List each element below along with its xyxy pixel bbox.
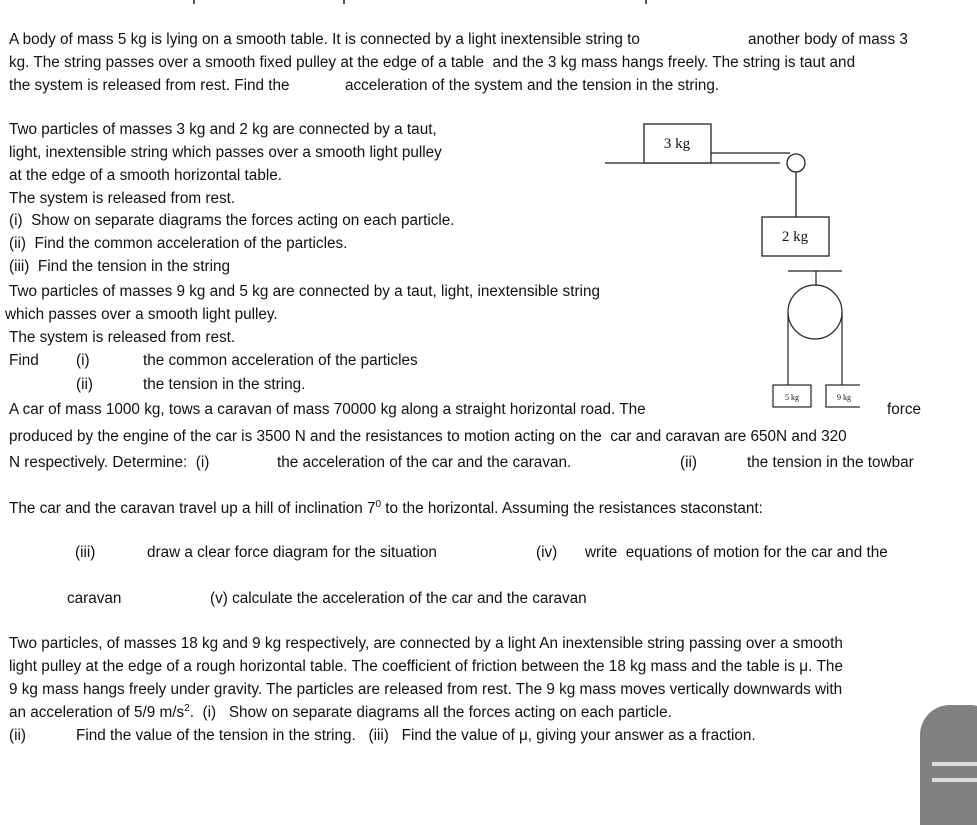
q5-text <box>9 703 672 723</box>
text: . (i) Show on separate diagrams all the forces acting on each particle. <box>189 704 672 721</box>
q4-text: A car of mass 1000 kg, tows a caravan of mass 70000 kg along a straight horizontal road. The <box>9 401 646 418</box>
q5-part-ii-iii: Find the value of the tension in the string. (iii) Find the value of μ, giving your answer as a fraction. <box>76 727 756 744</box>
q2-part-i: (i) Show on separate diagrams the forces acting on each particle. <box>9 212 455 229</box>
q4-part-iv: write equations of motion for the car and the <box>585 544 888 561</box>
q5-part-label: (ii) <box>9 727 26 744</box>
pulley-icon <box>787 154 805 172</box>
q4-part-label: (iv) <box>536 544 558 561</box>
q1-text: kg. The string passes over a smooth fixed pulley at the edge of a table and the 3 kg mass hangs freely. The string is taut and <box>9 54 856 71</box>
q4-part-iii: draw a clear force diagram for the situation <box>147 544 437 561</box>
q4-part-label: (iii) <box>75 544 96 561</box>
menu-icon <box>932 778 977 782</box>
q4-part-i: the acceleration of the car and the caravan. <box>277 454 572 471</box>
q5-text: 9 kg mass hangs freely under gravity. The particles are released from rest. The 9 kg mass moves vertically downwards with <box>9 681 843 698</box>
q2-part-ii: (ii) Find the common acceleration of the particles. <box>9 235 348 252</box>
q3-part-i: the common acceleration of the particles <box>143 352 418 369</box>
text: an acceleration of 5/9 m/s <box>9 704 185 721</box>
q3-part-ii: the tension in the string. <box>143 376 306 393</box>
page-mark <box>645 0 647 4</box>
q2-text: at the edge of a smooth horizontal table. <box>9 167 282 184</box>
q1-text: acceleration of the system and the tension in the string. <box>345 77 720 94</box>
q4-part-v: (v) calculate the acceleration of the car and the caravan <box>210 590 587 607</box>
text: to the horizontal. Assuming the resistances staconstant: <box>381 500 763 517</box>
q3-part-label: (ii) <box>76 376 93 393</box>
mass-label: 2 kg <box>781 229 809 245</box>
q5-text: Two particles, of masses 18 kg and 9 kg respectively, are connected by a light An inextensible string passing over a smooth <box>9 635 843 652</box>
degree-superscript: 0 <box>375 498 382 510</box>
q5-text: light pulley at the edge of a rough horizontal table. The coefficient of friction between the 18 kg mass and the table is μ. The <box>9 658 843 675</box>
q2-text: Two particles of masses 3 kg and 2 kg are connected by a taut, <box>9 121 437 138</box>
mass-label: 9 kg <box>837 393 851 402</box>
q4-part-label: (ii) <box>680 454 697 471</box>
text: The car and the caravan travel up a hill of inclination 7 <box>9 500 376 517</box>
table-pulley-diagram <box>605 124 829 256</box>
q3-text: The system is released from rest. <box>9 329 236 346</box>
q3-text: Two particles of masses 9 kg and 5 kg are connected by a taut, light, inextensible string <box>9 283 600 300</box>
q4-text: caravan <box>67 590 122 607</box>
q4-text: N respectively. Determine: (i) <box>9 454 210 471</box>
q4-text: force <box>887 401 922 418</box>
q1-text: A body of mass 5 kg is lying on a smooth table. It is connected by a light inextensible string to <box>9 31 640 48</box>
squared-superscript: 2 <box>184 702 190 714</box>
hanging-pulley-diagram <box>773 271 860 407</box>
q2-part-iii: (iii) Find the tension in the string <box>9 258 231 275</box>
q3-text: which passes over a smooth light pulley. <box>5 306 278 323</box>
q1-text: another body of mass 3 <box>748 31 908 48</box>
q2-text: light, inextensible string which passes over a smooth light pulley <box>9 144 442 161</box>
q1-text: the system is released from rest. Find the <box>9 77 290 94</box>
pulley-icon <box>788 285 842 339</box>
menu-handle-button[interactable] <box>920 705 977 825</box>
q4-incline-text <box>9 499 763 519</box>
page-mark <box>193 0 195 4</box>
page-mark <box>343 0 345 4</box>
q4-text: produced by the engine of the car is 3500 N and the resistances to motion acting on the car and caravan are 650N and 320 <box>9 428 847 445</box>
mass-label: 5 kg <box>785 393 799 402</box>
q3-part-label: (i) <box>76 352 90 369</box>
q4-part-ii: the tension in the towbar <box>747 454 914 471</box>
q3-find: Find <box>9 352 39 369</box>
pulley-diagrams <box>600 110 860 420</box>
mass-label: 3 kg <box>663 136 691 152</box>
q2-text: The system is released from rest. <box>9 190 236 207</box>
menu-icon <box>932 762 977 766</box>
